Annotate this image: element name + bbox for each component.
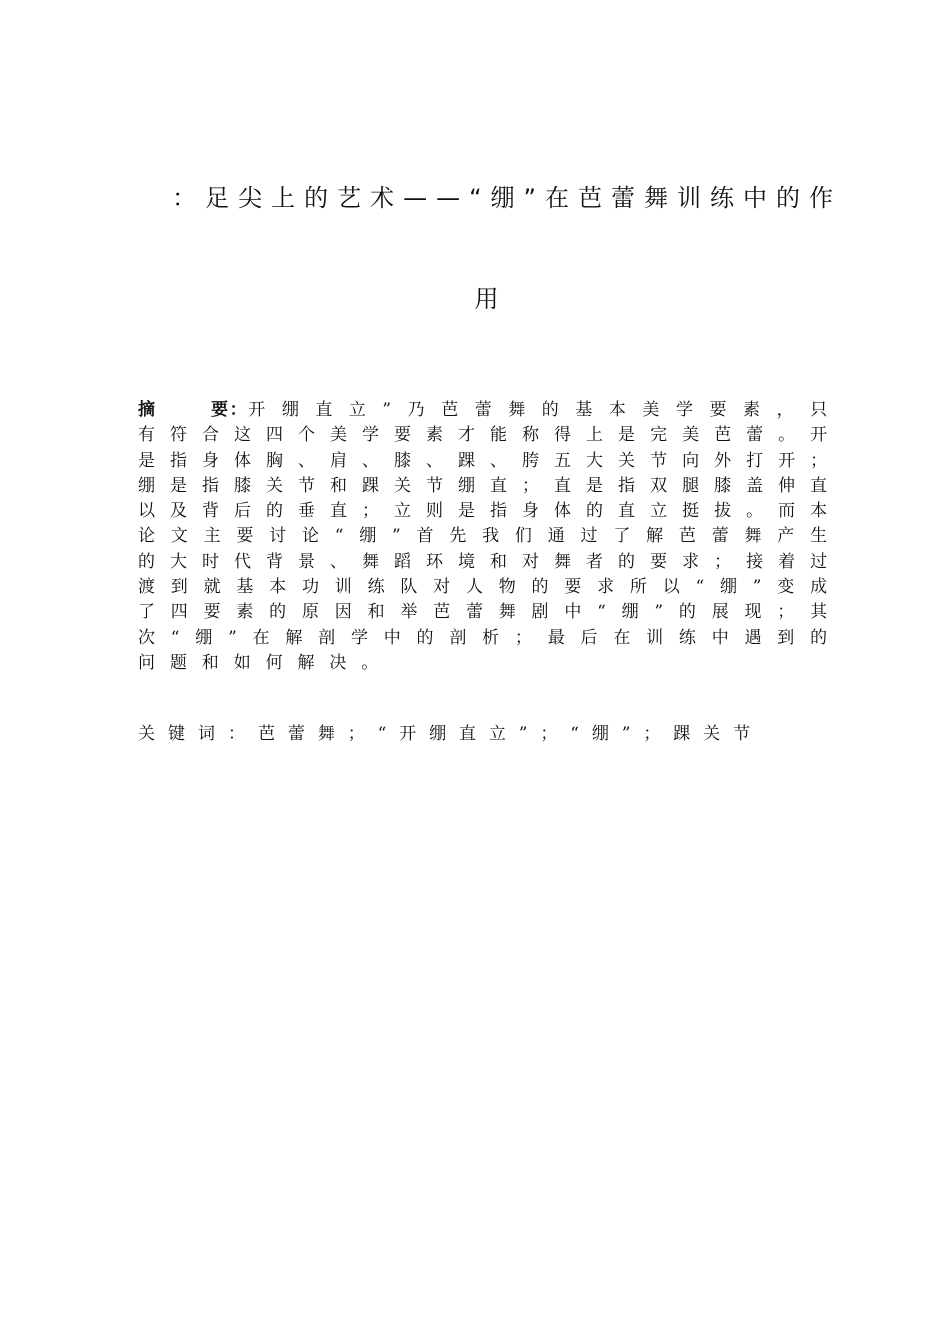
keywords-paragraph (138, 722, 842, 747)
abstract-label-colon: ： (228, 400, 249, 420)
abstract-text: 开绷直立”乃芭蕾舞的基本美学要素，只有符合这四个美学要素才能称得上是完美芭蕾。开是指身体胸、肩、膝、踝、胯五大关节向外打开；绷是指膝关节和踝关节绷直；直是指双腿膝盖伸直以及背后的垂直；立则是指身体的直立挺拔。而本论文主要讨论“绷”首先我们通过了解芭蕾舞产生的大时代背景、舞蹈环境和对舞者的要求；接着过渡到就基本功训练队对人物的要求所以“绷”变成了四要素的原因和举芭蕾舞剧中“绷”的展现；其次“绷”在解剖学中的剖析；最后在训练中遇到的问题和如何解决。 (138, 400, 843, 673)
abstract-paragraph (138, 398, 842, 676)
page-title-line-1: ：足尖上的艺术——“绷”在芭蕾舞训练中的作 (172, 184, 842, 212)
abstract-label: 摘要 (138, 400, 228, 420)
keywords-text: 芭蕾舞；“开绷直立”；“绷”；踝关节 (258, 724, 763, 744)
keywords-label: 关键词： (138, 724, 258, 744)
page-title-line-2: 用 (474, 285, 508, 313)
